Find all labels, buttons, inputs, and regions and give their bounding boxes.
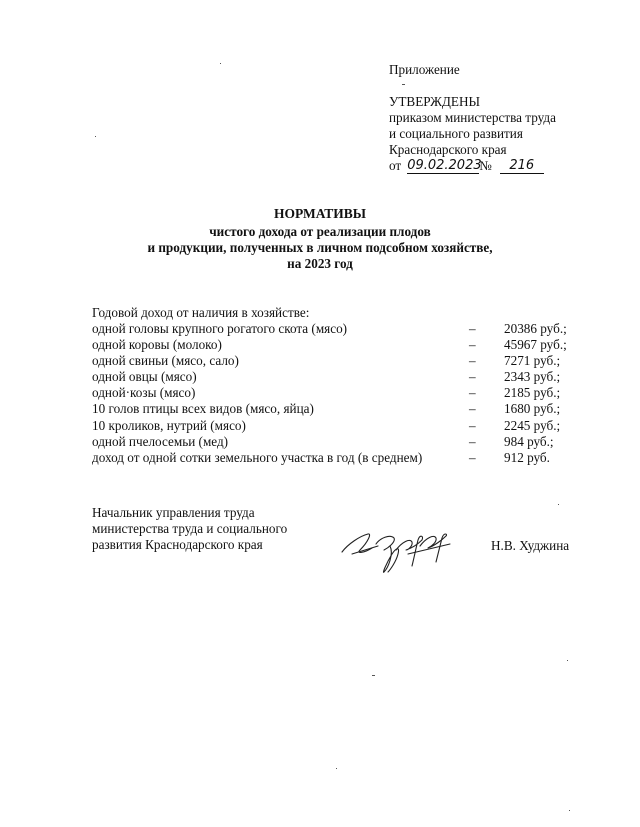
item-dash: – xyxy=(469,401,476,417)
list-item xyxy=(92,434,612,450)
scan-speck xyxy=(402,84,405,85)
scan-speck xyxy=(220,63,221,64)
intro-text: Годовой доход от наличия в хозяйстве: xyxy=(92,305,310,320)
item-value: 912 руб. xyxy=(504,449,550,465)
item-dash: – xyxy=(469,337,476,353)
item-dash: – xyxy=(469,449,476,465)
title-line-1: чистого дохода от реализации плодов xyxy=(209,224,431,239)
item-value: 45967 руб.; xyxy=(504,337,567,353)
signer-title-line-1: Начальник управления труда xyxy=(92,505,255,520)
item-label: 10 голов птицы всех видов (мясо, яйца) xyxy=(92,401,314,417)
signer-title-line-2: министерства труда и социального xyxy=(92,521,288,536)
handwritten-date: 09.02.2023 xyxy=(407,158,482,173)
item-dash: – xyxy=(469,353,476,369)
item-label: одной головы крупного рогатого скота (мясо) xyxy=(92,321,348,336)
approval-date-line xyxy=(389,158,556,174)
scan-speck xyxy=(558,504,559,505)
approval-line-3: Краснодарского края xyxy=(389,142,507,157)
item-value: 2245 руб.; xyxy=(504,417,561,433)
item-label: одной пчелосемьи (мед) xyxy=(92,433,229,449)
approval-line-1: приказом министерства труда xyxy=(389,110,556,125)
list-item xyxy=(92,353,612,369)
item-dash: – xyxy=(469,321,476,336)
document-title xyxy=(0,206,640,272)
item-label: одной·козы (мясо) xyxy=(92,385,196,401)
list-item xyxy=(92,369,612,385)
scan-speck xyxy=(569,810,570,811)
list-item xyxy=(92,337,612,353)
list-item xyxy=(92,418,612,434)
item-value: 7271 руб.; xyxy=(504,353,561,369)
item-label: одной коровы (молоко) xyxy=(92,337,222,353)
item-label: 10 кроликов, нутрий (мясо) xyxy=(92,417,246,433)
item-dash: – xyxy=(469,369,476,385)
signer-block xyxy=(92,505,287,553)
list-item xyxy=(92,321,612,337)
item-value: 2185 руб.; xyxy=(504,385,561,401)
item-value: 984 руб.; xyxy=(504,433,554,449)
approval-line-2: и социального развития xyxy=(389,126,523,141)
item-value: 2343 руб.; xyxy=(504,369,561,385)
title-line-3: на 2023 год xyxy=(287,256,353,271)
title-line-2: и продукции, полученных в личном подсобном хозяйстве, xyxy=(147,240,493,255)
list-item xyxy=(92,385,612,401)
signer-title-line-3: развития Краснодарского края xyxy=(92,537,263,552)
item-label: доход от одной сотки земельного участка в год (в среднем) xyxy=(92,449,423,465)
scan-speck xyxy=(567,660,568,661)
approved-heading: УТВЕРЖДЕНЫ xyxy=(389,94,481,109)
item-dash: – xyxy=(469,385,476,401)
list-item xyxy=(92,401,612,417)
item-dash: – xyxy=(469,433,476,449)
scan-speck xyxy=(95,136,96,137)
item-value: 20386 руб.; xyxy=(504,321,567,336)
norms-list xyxy=(92,321,612,466)
handwritten-number: 216 xyxy=(500,158,544,174)
title-main: НОРМАТИВЫ xyxy=(273,206,367,221)
signer-name: Н.В. Худжина xyxy=(491,538,570,553)
handwritten-signature xyxy=(338,524,456,576)
number-sign: № xyxy=(479,158,492,173)
appendix-label: Приложение xyxy=(389,62,460,77)
item-label: одной свиньи (мясо, сало) xyxy=(92,353,239,369)
item-dash: – xyxy=(469,417,476,433)
from-prefix: от xyxy=(389,158,402,173)
spacer xyxy=(389,78,556,94)
item-label: одной овцы (мясо) xyxy=(92,369,197,385)
approval-block xyxy=(389,62,556,174)
list-item xyxy=(92,450,612,466)
item-value: 1680 руб.; xyxy=(504,401,561,417)
scan-speck xyxy=(336,768,337,769)
scan-speck xyxy=(372,675,375,676)
